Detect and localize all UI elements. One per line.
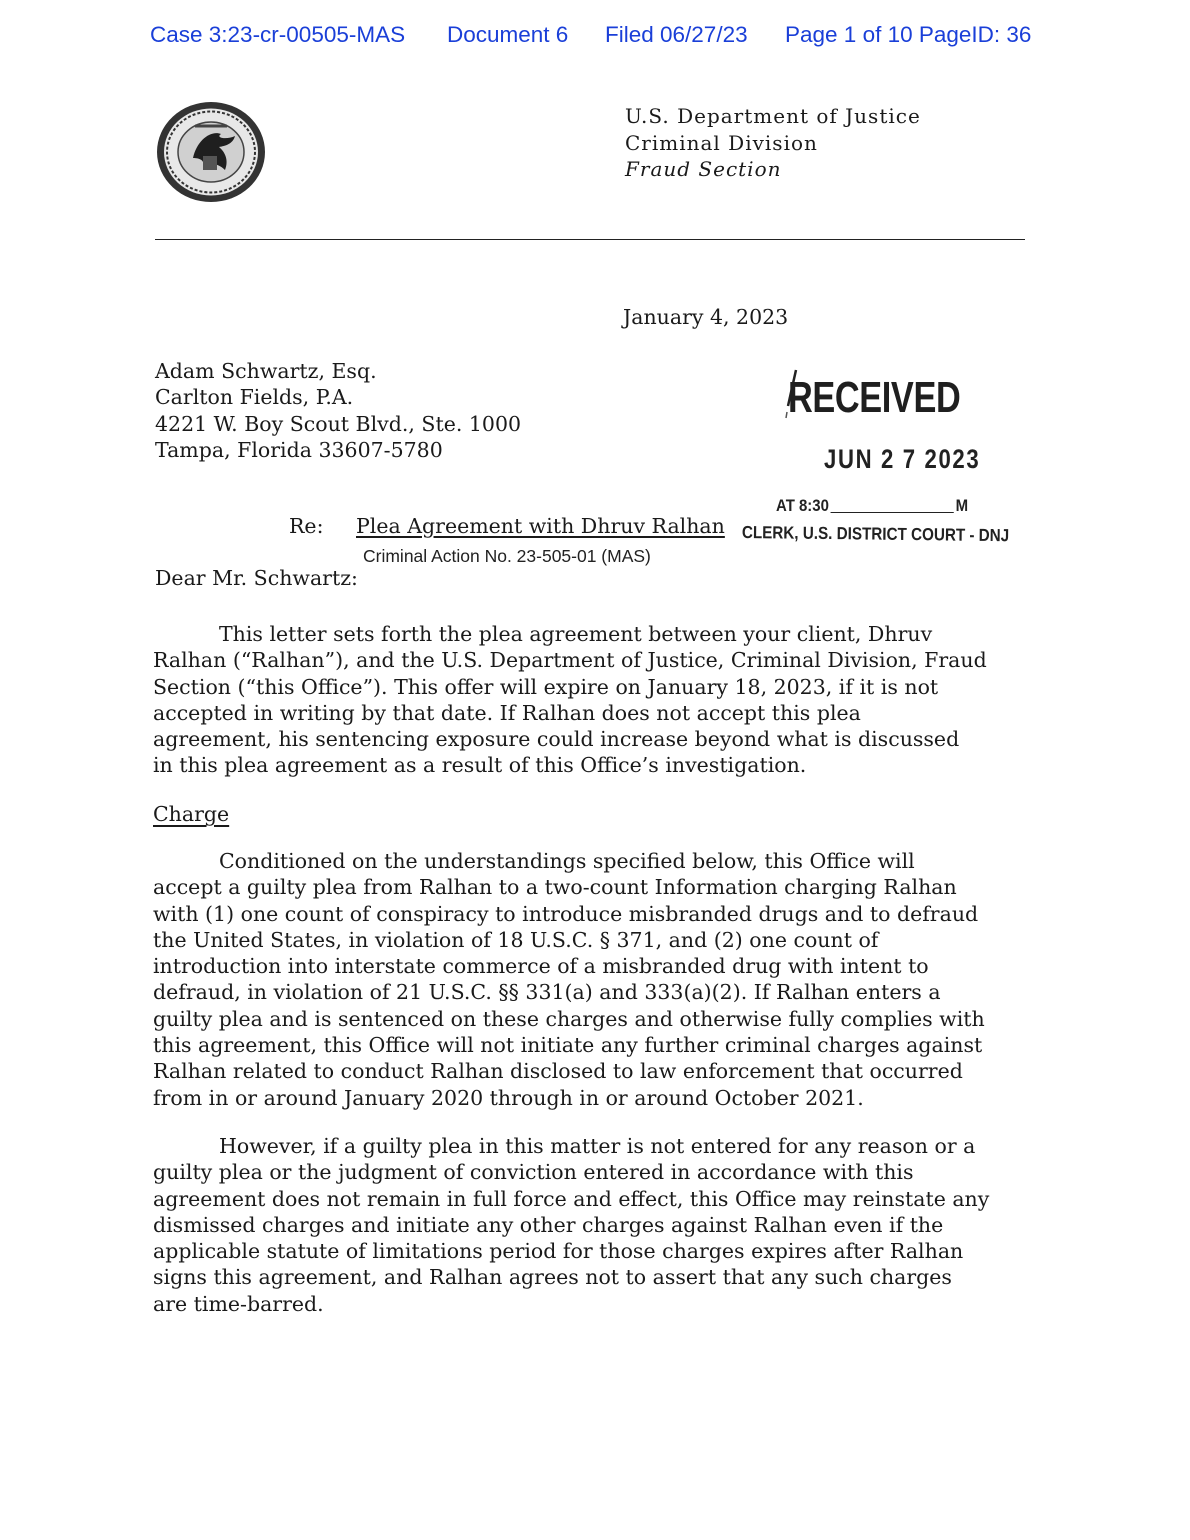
paragraph-line: this agreement, this Office will not initiate any further criminal charges against xyxy=(153,1033,983,1058)
paragraph-line: applicable statute of limitations period for those charges expires after Ralhan xyxy=(153,1239,964,1264)
paragraph-charge xyxy=(153,848,985,1111)
paragraph-line: This letter sets forth the plea agreement between your client, Dhruv xyxy=(219,622,933,646)
paragraph-line: with (1) one count of conspiracy to introduce misbranded drugs and to defraud xyxy=(153,901,979,926)
department-name: U.S. Department of Justice xyxy=(625,104,921,128)
address-line: Carlton Fields, P.A. xyxy=(155,385,354,410)
doj-seal-icon xyxy=(155,100,267,204)
paragraph-line: from in or around January 2020 through in or around October 2021. xyxy=(153,1085,864,1110)
paragraph-line: Ralhan related to conduct Ralhan disclosed to law enforcement that occurred xyxy=(153,1059,963,1084)
paragraph-line: Section (“this Office”). This offer will expire on January 18, 2023, if it is not xyxy=(153,674,939,699)
received-stamp-date: JUN 2 7 2023 xyxy=(824,444,981,474)
criminal-action-number: Criminal Action No. 23-505-01 (MAS) xyxy=(363,546,651,566)
paragraph-line: in this plea agreement as a result of this Office’s investigation. xyxy=(153,753,807,778)
received-stamp: RECEIVED xyxy=(788,373,961,422)
re-subject: Plea Agreement with Dhruv Ralhan xyxy=(356,514,725,538)
address-block xyxy=(155,358,521,463)
paragraph-line: accept a guilty plea from Ralhan to a two-count Information charging Ralhan xyxy=(153,875,957,900)
document-number: Document 6 xyxy=(447,22,569,47)
stamp-time-blank xyxy=(831,512,954,513)
paragraph-line: introduction into interstate commerce of a misbranded drug with intent to xyxy=(153,954,929,979)
paragraph-line: dismissed charges and initiate any other charges against Ralhan even if the xyxy=(153,1212,944,1237)
paragraph-line: Ralhan (“Ralhan”), and the U.S. Department of Justice, Criminal Division, Fraud xyxy=(153,648,987,673)
address-line: 4221 W. Boy Scout Blvd., Ste. 1000 xyxy=(155,411,522,436)
paragraph-line: defraud, in violation of 21 U.S.C. §§ 331(a) and 333(a)(2). If Ralhan enters a xyxy=(153,980,941,1005)
page-id: Page 1 of 10 PageID: 36 xyxy=(785,22,1032,47)
paragraph-line: agreement, his sentencing exposure could increase beyond what is discussed xyxy=(153,727,960,752)
paragraph-line: guilty plea or the judgment of conviction entered in accordance with this xyxy=(153,1160,914,1185)
stamp-meridiem: M xyxy=(955,496,969,515)
address-line: Adam Schwartz, Esq. xyxy=(155,359,377,383)
letterhead xyxy=(625,103,921,183)
clerk-stamp: CLERK, U.S. DISTRICT COURT - DNJ xyxy=(741,522,1010,546)
paragraph-line: agreement does not remain in full force and effect, this Office may reinstate any xyxy=(153,1186,990,1211)
letter-date: January 4, 2023 xyxy=(623,305,789,329)
section-name: Fraud Section xyxy=(625,157,782,181)
paragraph-line: signs this agreement, and Ralhan agrees not to assert that any such charges xyxy=(153,1265,952,1290)
received-stamp-time xyxy=(776,496,968,516)
paragraph-line: Conditioned on the understandings specified below, this Office will xyxy=(219,849,915,873)
salutation: Dear Mr. Schwartz: xyxy=(155,566,358,590)
paragraph-line: are time-barred. xyxy=(153,1291,324,1316)
case-number: Case 3:23-cr-00505-MAS xyxy=(150,22,406,47)
address-line: Tampa, Florida 33607-5780 xyxy=(155,437,443,462)
paragraph-line: accepted in writing by that date. If Ralhan does not accept this plea xyxy=(153,700,861,725)
letterhead-divider xyxy=(155,239,1025,240)
paragraph-line: However, if a guilty plea in this matter is not entered for any reason or a xyxy=(219,1134,976,1158)
paragraph-line: the United States, in violation of 18 U.S.C. § 371, and (2) one count of xyxy=(153,927,879,952)
filed-date: Filed 06/27/23 xyxy=(605,22,748,47)
re-label: Re: xyxy=(289,514,324,538)
stamp-time-value: AT 8:30 xyxy=(776,496,829,515)
paragraph-intro xyxy=(153,621,987,779)
division-name: Criminal Division xyxy=(625,130,818,155)
paragraph-line: guilty plea and is sentenced on these charges and otherwise fully complies with xyxy=(153,1006,985,1031)
section-heading-charge: Charge xyxy=(153,802,230,826)
paragraph-reinstatement xyxy=(153,1133,989,1317)
